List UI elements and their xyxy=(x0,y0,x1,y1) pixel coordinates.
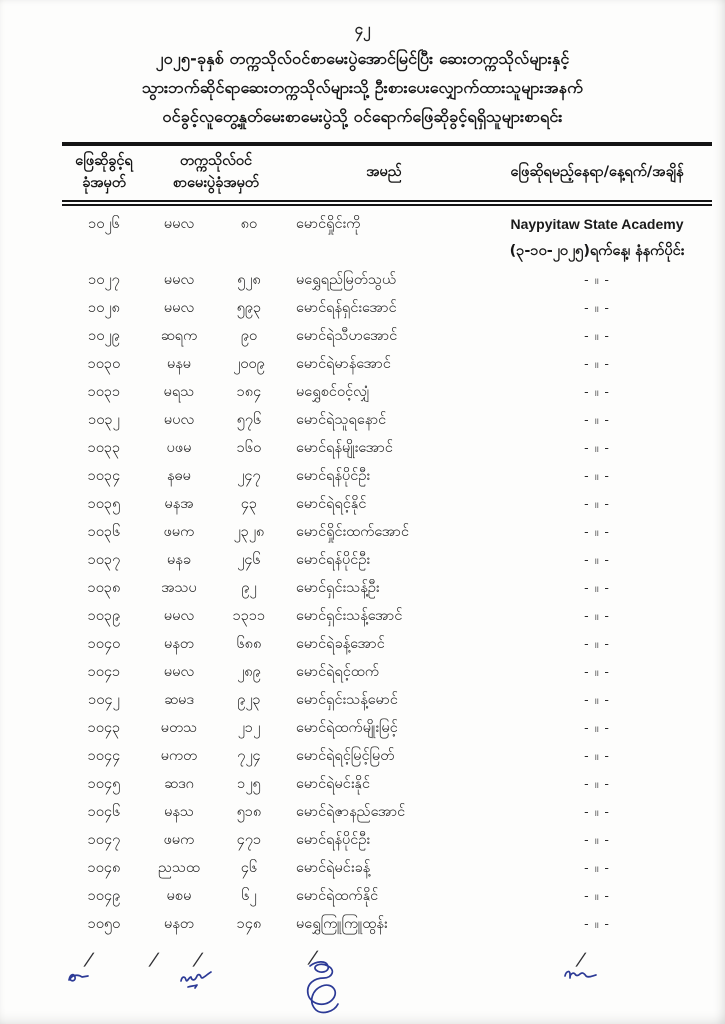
venue-cell xyxy=(482,294,712,322)
ditto-mark: - ။ - xyxy=(584,804,610,819)
roll-number-cell: ၉၂၃ xyxy=(237,692,261,708)
ditto-mark: - ။ - xyxy=(584,720,610,735)
name-cell: မောင်ရန်ရှင်းအောင် xyxy=(296,300,397,316)
exam-code-cell: မမလ xyxy=(163,272,195,288)
exam-code-cell: မနတ xyxy=(164,916,194,932)
roll-number-cell: ၁၃၁၁ xyxy=(232,608,266,624)
serial-cell: ၁၀၄၆ xyxy=(87,804,121,820)
exam-code-cell: မကတ xyxy=(160,748,198,764)
venue-cell xyxy=(482,406,712,434)
document-title xyxy=(0,44,725,131)
exam-code-cell: ဆမဒ xyxy=(164,692,194,708)
serial-cell: ၁၀၃၃ xyxy=(87,440,121,456)
roll-number-cell: ၂၄၆ xyxy=(237,552,261,568)
ditto-mark: - ။ - xyxy=(584,468,610,483)
table-row xyxy=(62,294,712,322)
roll-number-cell: ၂၄၇ xyxy=(237,468,261,484)
name-cell: မောင်ရန်မျိုးအောင် xyxy=(296,440,393,456)
venue-cell xyxy=(482,266,712,294)
table-row xyxy=(62,378,712,406)
page-number: ၄၂ xyxy=(354,20,371,38)
name-cell: မောင်ရဲသီဟအောင် xyxy=(296,328,398,344)
roll-number-cell: ၂၁၂ xyxy=(237,720,261,736)
table-row xyxy=(62,350,712,378)
roll-number-cell: ၄၃ xyxy=(240,496,258,512)
title-line-2: သွားဘက်ဆိုင်ရာဆေးတက္ကသိုလ်များသို့ ဦးစားပေးလျှောက်ထားသူများအနက် xyxy=(142,78,583,97)
name-cell: မောင်ရဲမာန်အောင် xyxy=(296,356,391,372)
roll-number-cell: ၉၀ xyxy=(240,328,258,344)
roll-number-cell: ၅၁၈ xyxy=(236,804,262,820)
exam-code-cell: မနသ xyxy=(164,804,194,820)
ditto-mark: - ။ - xyxy=(584,300,610,315)
serial-cell: ၁၀၂၇ xyxy=(88,272,120,288)
table-row xyxy=(62,630,712,658)
exam-code-cell: ပဖမ xyxy=(166,440,192,456)
name-cell: မောင်ရဲသူရနောင် xyxy=(296,412,387,428)
venue-cell xyxy=(482,714,712,742)
serial-cell: ၁၀၃၄ xyxy=(87,468,121,484)
name-cell: မောင်ရဲရင့်မြင့်မြတ် xyxy=(296,748,395,764)
serial-cell: ၁၀၃၁ xyxy=(87,384,121,400)
name-cell: မောင်ရဲမင်းနိုင် xyxy=(296,776,371,792)
ditto-mark: - ။ - xyxy=(584,412,610,427)
table-row xyxy=(62,322,712,350)
roll-number-cell: ၁၄၈ xyxy=(236,916,262,932)
serial-cell: ၁၀၃၆ xyxy=(87,524,121,540)
signature-scribble xyxy=(178,968,218,994)
roll-number-cell: ၅၇၆ xyxy=(236,412,262,428)
exam-code-cell: မမလ xyxy=(163,216,195,232)
title-line-3: ဝင်ခွင့်လူတွေ့နှုတ်မေးစာမေးပွဲသို့ ဝင်ရောက်ဖြေဆိုခွင့်ရရှိသူများစာရင်း xyxy=(162,107,563,126)
name-cell: မရွှေကြူကြူထွန်း xyxy=(296,916,388,932)
table-row xyxy=(62,882,712,910)
table-row xyxy=(62,854,712,882)
signature-scribble xyxy=(66,968,94,986)
ditto-mark: - ။ - xyxy=(584,524,610,539)
name-cell: မောင်ရှင်းသန့်ဦး xyxy=(296,580,380,596)
ditto-mark: - ။ - xyxy=(584,888,610,903)
exam-code-cell: အသပ xyxy=(161,580,197,596)
exam-code-cell: နဓမ xyxy=(167,468,191,484)
exam-code-cell: မမလ xyxy=(163,608,195,624)
venue-cell xyxy=(482,770,712,798)
venue-cell xyxy=(482,798,712,826)
venue-cell xyxy=(482,686,712,714)
table-row xyxy=(62,910,712,938)
name-cell: မရွှေစင်ဝင့်လျှံ xyxy=(296,384,370,400)
tick-mark: / xyxy=(573,950,589,970)
exam-code-cell: မနခ xyxy=(167,552,191,568)
roll-number-cell: ၈၀ xyxy=(240,216,258,232)
ditto-mark: - ။ - xyxy=(584,440,610,455)
roll-number-cell: ၂၃၂၈ xyxy=(233,524,265,540)
exam-code-cell: မမလ xyxy=(163,300,195,316)
serial-cell: ၁၀၄၁ xyxy=(87,664,121,680)
header-name: အမည် xyxy=(286,144,482,203)
serial-cell: ၁၀၃၉ xyxy=(87,608,121,624)
table-row xyxy=(62,826,712,854)
table-row xyxy=(62,406,712,434)
header-interview-seat-number: ဖြေဆိုခွင့်ရ ခုံအမှတ် xyxy=(62,144,146,203)
venue-cell xyxy=(482,742,712,770)
ditto-mark: - ။ - xyxy=(584,776,610,791)
venue-cell xyxy=(482,630,712,658)
tick-mark: / xyxy=(146,950,162,970)
tick-mark: / xyxy=(190,950,206,970)
table-row xyxy=(62,770,712,798)
exam-code-cell: ဆရက xyxy=(160,328,198,344)
roll-number-cell: ၁၈၄ xyxy=(236,384,262,400)
serial-cell: ၁၀၃၅ xyxy=(87,496,121,512)
header-matriculation-roll-number: တက္ကသိုလ်ဝင် စာမေးပွဲခုံအမှတ် xyxy=(146,144,286,203)
serial-cell: ၁၀၂၈ xyxy=(88,300,120,316)
venue-cell xyxy=(482,546,712,574)
venue-name: Naypyitaw State Academy xyxy=(510,216,684,232)
table-row xyxy=(62,462,712,490)
roll-number-cell: ၂၀၀၉ xyxy=(233,356,265,372)
exam-code-cell: မတသ xyxy=(160,720,198,736)
signature-scribble xyxy=(562,966,600,986)
exam-code-cell: ဖမက xyxy=(163,524,195,540)
table-row xyxy=(62,658,712,686)
roll-number-cell: ၉၂ xyxy=(241,580,257,596)
ditto-mark: - ။ - xyxy=(584,664,610,679)
serial-cell: ၁၀၃၀ xyxy=(87,356,121,372)
tick-mark: / xyxy=(81,950,97,970)
venue-cell xyxy=(482,434,712,462)
ditto-mark: - ။ - xyxy=(584,580,610,595)
table-row xyxy=(62,266,712,294)
venue-cell xyxy=(482,910,712,938)
signature-row xyxy=(0,946,725,1024)
ditto-mark: - ။ - xyxy=(584,384,610,399)
name-cell: မောင်ရဲရင့်ထက် xyxy=(296,664,380,680)
venue-cell xyxy=(482,490,712,518)
table-row xyxy=(62,714,712,742)
ditto-mark: - ။ - xyxy=(584,832,610,847)
exam-code-cell: မနမ xyxy=(166,356,192,372)
roll-number-cell: ၅၂၈ xyxy=(237,272,261,288)
title-line-1: ၂၀၂၅-ခုနှစ် တက္ကသိုလ်ဝင်စာမေးပွဲအောင်မြင်ပြီး ဆေးတက္ကသိုလ်များနှင့် xyxy=(155,49,570,68)
serial-cell: ၁၀၄၂ xyxy=(88,692,120,708)
venue-cell xyxy=(482,462,712,490)
table-row xyxy=(62,686,712,714)
serial-cell: ၁၀၃၂ xyxy=(88,412,120,428)
ditto-mark: - ။ - xyxy=(584,552,610,567)
exam-code-cell: ဖမက xyxy=(163,832,195,848)
roll-number-cell: ၁၂၅ xyxy=(237,776,261,792)
table-row xyxy=(62,434,712,462)
table-row xyxy=(62,742,712,770)
exam-code-cell: မရသ xyxy=(163,384,195,400)
ditto-mark: - ။ - xyxy=(584,608,610,623)
ditto-mark: - ။ - xyxy=(584,328,610,343)
roll-number-cell: ၅၉၃ xyxy=(236,300,262,316)
name-cell: မောင်ရဲဇာနည်အောင် xyxy=(296,804,406,820)
table-row xyxy=(62,490,712,518)
ditto-mark: - ။ - xyxy=(584,692,610,707)
ditto-mark: - ။ - xyxy=(584,496,610,511)
tick-mark: / xyxy=(305,948,321,968)
name-cell: မောင်ရဲထက်နိုင် xyxy=(296,888,379,904)
serial-cell: ၁၀၂၆ xyxy=(88,216,120,232)
venue-cell xyxy=(482,882,712,910)
roll-number-cell: ၇၂၄ xyxy=(237,748,261,764)
ditto-mark: - ။ - xyxy=(584,860,610,875)
serial-cell: ၁၀၅၀ xyxy=(87,916,121,932)
venue-cell xyxy=(482,826,712,854)
roll-number-cell: ၆၂ xyxy=(241,888,257,904)
name-cell: မောင်ရန်ပိုင်ဦး xyxy=(296,832,371,848)
serial-cell: ၁၀၄၈ xyxy=(87,860,121,876)
venue-cell xyxy=(482,378,712,406)
exam-code-cell: မပလ xyxy=(163,412,195,428)
venue-date-session: (၃-၁၀-၂၀၂၅)ရက်နေ့၊ နံနက်ပိုင်း xyxy=(509,243,685,259)
table-header xyxy=(62,144,712,203)
name-cell: မောင်ရန်ပိုင်ဦး xyxy=(296,468,371,484)
venue-cell xyxy=(482,574,712,602)
serial-cell: ၁၀၄၅ xyxy=(87,776,121,792)
ditto-mark: - ။ - xyxy=(584,272,610,287)
table-row xyxy=(62,798,712,826)
serial-cell: ၁၀၃၈ xyxy=(87,580,121,596)
exam-code-cell: မစမ xyxy=(166,888,192,904)
venue-cell xyxy=(482,518,712,546)
exam-code-cell: မနအ xyxy=(164,496,194,512)
name-cell: မောင်ရှိုင်းထက်အောင် xyxy=(296,524,410,540)
roll-number-cell: ၄၆ xyxy=(240,860,258,876)
signature-scribble xyxy=(294,958,352,1020)
name-cell: မောင်ရဲထက်မျိုးမြင့် xyxy=(296,720,398,736)
name-cell: မောင်ရှင်းသန့်အောင် xyxy=(296,608,403,624)
header-venue-date-time: ဖြေဆိုရမည့်နေရာ/နေ့ရက်/အချိန် xyxy=(482,144,712,203)
serial-cell: ၁၀၄၇ xyxy=(87,832,121,848)
roll-number-cell: ၄၇၁ xyxy=(236,832,262,848)
venue-cell xyxy=(482,602,712,630)
table-row xyxy=(62,518,712,546)
roll-number-cell: ၆၈၈ xyxy=(236,636,262,652)
ditto-mark: - ။ - xyxy=(584,636,610,651)
venue-cell xyxy=(482,350,712,378)
venue-cell xyxy=(482,322,712,350)
table-row xyxy=(62,203,712,266)
name-cell: မောင်ရှိုင်းကို xyxy=(296,216,361,232)
table-row xyxy=(62,546,712,574)
exam-code-cell: မနတ xyxy=(164,636,194,652)
candidate-roster-table xyxy=(62,142,712,938)
serial-cell: ၁၀၃၇ xyxy=(87,552,121,568)
table-row xyxy=(62,602,712,630)
exam-code-cell: မမလ xyxy=(163,664,195,680)
name-cell: မောင်ရှင်းသန့်မောင် xyxy=(296,692,398,708)
exam-code-cell: ဆဒဂ xyxy=(164,776,194,792)
ditto-mark: - ။ - xyxy=(584,916,610,931)
serial-cell: ၁၀၄၃ xyxy=(87,720,121,736)
name-cell: မောင်ရဲခန့်အောင် xyxy=(296,636,385,652)
venue-cell xyxy=(482,203,712,266)
name-cell: မရွှေရည်မြတ်သွယ် xyxy=(296,272,397,288)
name-cell: မောင်ရဲရင့်နိုင် xyxy=(296,496,367,512)
serial-cell: ၁၀၂၉ xyxy=(88,328,120,344)
roll-number-cell: ၁၆၀ xyxy=(236,440,262,456)
table-body xyxy=(62,203,712,938)
table-row xyxy=(62,574,712,602)
name-cell: မောင်ရဲမင်းခန့် xyxy=(296,860,371,876)
venue-cell xyxy=(482,854,712,882)
exam-code-cell: ညသထ xyxy=(157,860,201,876)
serial-cell: ၁၀၄၉ xyxy=(87,888,121,904)
serial-cell: ၁၀၄၀ xyxy=(87,636,121,652)
serial-cell: ၁၀၄၄ xyxy=(87,748,121,764)
roll-number-cell: ၂၈၉ xyxy=(237,664,261,680)
name-cell: မောင်ရန်ပိုင်ဦး xyxy=(296,552,371,568)
ditto-mark: - ။ - xyxy=(584,356,610,371)
venue-cell xyxy=(482,658,712,686)
ditto-mark: - ။ - xyxy=(584,748,610,763)
